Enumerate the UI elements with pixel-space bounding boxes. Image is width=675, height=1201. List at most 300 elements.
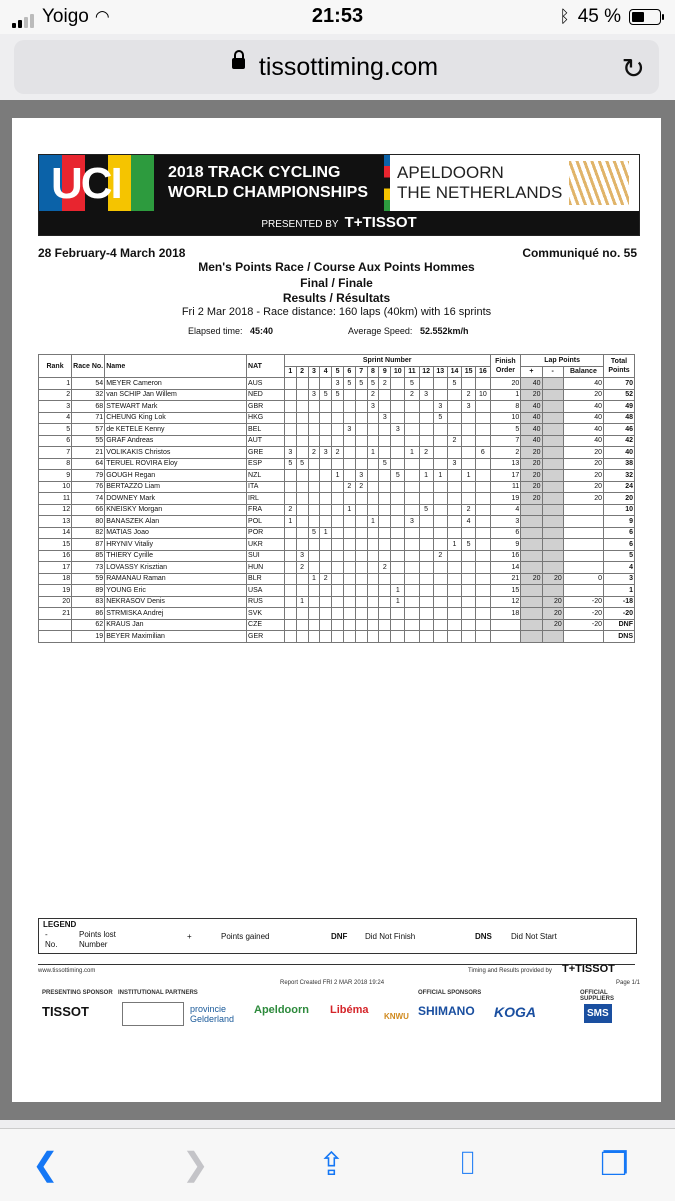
nat-cell: RUS (247, 596, 285, 608)
finish-order-cell: 2 (490, 447, 521, 459)
sprint-points-cell (462, 550, 476, 562)
sprint-points-cell (447, 470, 461, 482)
sprint-points-cell (419, 527, 433, 539)
sprint-points-cell (296, 470, 308, 482)
finish-order-cell: 17 (490, 470, 521, 482)
rank-cell: 7 (39, 447, 72, 459)
forward-icon[interactable]: ❯ (182, 1146, 209, 1182)
sprint-points-cell: 3 (391, 424, 405, 436)
sprint-points-cell (419, 619, 433, 631)
rank-cell: 14 (39, 527, 72, 539)
sprint-points-cell (308, 435, 320, 447)
sprint-points-cell (284, 631, 296, 643)
race-no-cell: 64 (72, 458, 105, 470)
reload-icon[interactable]: ↻ (621, 53, 645, 84)
sprint-points-cell (433, 631, 447, 643)
table-row (39, 539, 635, 551)
sprint-col-header: 11 (405, 366, 419, 378)
sprint-points-cell (462, 378, 476, 390)
race-no-cell: 85 (72, 550, 105, 562)
sprint-points-cell (332, 527, 344, 539)
sprint-points-cell: 1 (367, 447, 379, 459)
race-no-cell: 73 (72, 562, 105, 574)
event-city: APELDOORN THE NETHERLANDS (397, 163, 563, 202)
nat-cell: UKR (247, 539, 285, 551)
results-table (38, 354, 635, 643)
sprint-points-cell (391, 401, 405, 413)
sprint-points-cell (447, 516, 461, 528)
sprint-points-cell (405, 481, 419, 493)
sprint-points-cell: 5 (332, 389, 344, 401)
lap-minus-cell (542, 585, 563, 597)
sprint-points-cell (355, 389, 367, 401)
sprint-points-cell: 3 (320, 447, 332, 459)
sprint-points-cell (320, 378, 332, 390)
sprint-points-cell (379, 585, 391, 597)
sprint-points-cell: 5 (379, 458, 391, 470)
legend-dns-desc: Did Not Start (511, 932, 557, 941)
lap-plus-cell (521, 596, 542, 608)
total-points-cell: 70 (604, 378, 635, 390)
sprint-points-cell (419, 608, 433, 620)
rank-cell: 1 (39, 378, 72, 390)
lap-plus-cell (521, 539, 542, 551)
finish-order-cell: 8 (490, 401, 521, 413)
sprint-points-cell (405, 573, 419, 585)
sprint-points-cell (320, 562, 332, 574)
sprint-points-cell (379, 389, 391, 401)
nat-cell: POL (247, 516, 285, 528)
sprint-points-cell (447, 631, 461, 643)
sprint-points-cell (379, 470, 391, 482)
rank-cell: 15 (39, 539, 72, 551)
sprint-points-cell (284, 550, 296, 562)
lap-minus-cell (542, 516, 563, 528)
sprint-points-cell (355, 573, 367, 585)
speed-value: 52.552km/h (420, 326, 469, 336)
sprint-col-header: 12 (419, 366, 433, 378)
rider-name-cell: KRAUS Jan (105, 619, 247, 631)
sprint-points-cell (379, 550, 391, 562)
lap-balance-cell (563, 631, 603, 643)
sprint-points-cell (462, 424, 476, 436)
sprint-points-cell: 5 (355, 378, 367, 390)
sprint-points-cell (355, 516, 367, 528)
sprint-points-cell: 5 (419, 504, 433, 516)
results-heading: Results / Résultats (282, 291, 391, 305)
sprint-points-cell (343, 447, 355, 459)
sprint-points-cell (284, 562, 296, 574)
finish-order-cell: 19 (490, 493, 521, 505)
sprint-points-cell (308, 504, 320, 516)
url-text[interactable]: tissottiming.com (258, 53, 439, 81)
lap-plus-cell: 20 (521, 447, 542, 459)
back-icon[interactable]: ❮ (32, 1146, 59, 1182)
sprint-points-cell (355, 493, 367, 505)
race-no-cell: 55 (72, 435, 105, 447)
table-row (39, 481, 635, 493)
sprint-points-cell: 3 (296, 550, 308, 562)
table-row (39, 550, 635, 562)
sprint-col-header: 15 (462, 366, 476, 378)
sprint-points-cell (343, 435, 355, 447)
sprint-points-cell: 2 (379, 378, 391, 390)
browser-toolbar (0, 1128, 675, 1201)
event-dates: 28 February-4 March 2018 (38, 246, 186, 260)
rank-cell: 17 (39, 562, 72, 574)
sprint-points-cell (343, 516, 355, 528)
lap-balance-cell: 20 (563, 447, 603, 459)
sprint-points-cell (419, 596, 433, 608)
sprint-points-cell (343, 493, 355, 505)
sprint-points-cell (355, 608, 367, 620)
sprint-points-cell (284, 481, 296, 493)
sprint-points-cell (405, 596, 419, 608)
nat-cell: USA (247, 585, 285, 597)
sprint-points-cell (433, 527, 447, 539)
sprint-points-cell (332, 401, 344, 413)
sprint-points-cell (391, 550, 405, 562)
sprint-points-cell: 2 (367, 389, 379, 401)
sprint-points-cell (433, 539, 447, 551)
rider-name-cell: BANASZEK Alan (105, 516, 247, 528)
uci-logo: UCI (39, 155, 154, 211)
finish-order-cell: 15 (490, 585, 521, 597)
sprint-points-cell (355, 458, 367, 470)
sprint-points-cell (367, 596, 379, 608)
sprint-points-cell (419, 573, 433, 585)
lap-plus-cell: 40 (521, 401, 542, 413)
legend-plus: + (187, 932, 192, 941)
sprint-points-cell: 5 (391, 470, 405, 482)
sprint-points-cell: 3 (433, 401, 447, 413)
sprint-points-cell (391, 631, 405, 643)
sprint-points-cell: 10 (476, 389, 490, 401)
sprint-points-cell (419, 550, 433, 562)
sprint-points-cell (355, 619, 367, 631)
lap-balance-cell (563, 550, 603, 562)
sprint-points-cell (391, 619, 405, 631)
sprint-points-cell (284, 435, 296, 447)
race-title: Men's Points Race / Course Aux Points Hommes (198, 260, 475, 274)
sprint-points-cell (355, 527, 367, 539)
sprint-points-cell (308, 470, 320, 482)
finish-order-cell: 9 (490, 539, 521, 551)
sprint-points-cell (308, 412, 320, 424)
rider-name-cell: DOWNEY Mark (105, 493, 247, 505)
sprint-points-cell (476, 539, 490, 551)
sprint-points-cell (405, 458, 419, 470)
total-points-cell: 49 (604, 401, 635, 413)
sprint-points-cell (476, 527, 490, 539)
sprint-points-cell (296, 527, 308, 539)
sprint-points-cell (391, 378, 405, 390)
sprint-points-cell (343, 585, 355, 597)
nat-cell: ITA (247, 481, 285, 493)
sprint-points-cell (433, 562, 447, 574)
address-bar[interactable] (14, 40, 659, 94)
carrier-name: Yoigo (42, 6, 89, 27)
sprint-points-cell (391, 562, 405, 574)
sprint-col-header: 5 (332, 366, 344, 378)
table-row (39, 389, 635, 401)
rider-name-cell: GRAF Andreas (105, 435, 247, 447)
total-points-cell: 6 (604, 539, 635, 551)
sprint-points-cell (391, 573, 405, 585)
sprint-points-cell (296, 539, 308, 551)
sprint-points-cell (379, 401, 391, 413)
sprint-points-cell (462, 619, 476, 631)
sprint-points-cell (343, 527, 355, 539)
total-points-cell: 52 (604, 389, 635, 401)
table-row (39, 527, 635, 539)
table-row (39, 470, 635, 482)
rank-cell: 6 (39, 435, 72, 447)
sprint-points-cell (419, 562, 433, 574)
table-row (39, 412, 635, 424)
sprint-points-cell (296, 619, 308, 631)
sprint-points-cell (447, 401, 461, 413)
sprint-points-cell (308, 481, 320, 493)
sprint-points-cell (296, 481, 308, 493)
lap-plus-cell (521, 608, 542, 620)
sprint-points-cell: 2 (447, 435, 461, 447)
status-bar (0, 0, 675, 34)
sprint-col-header: 9 (379, 366, 391, 378)
rider-name-cell: STRMISKA Andrej (105, 608, 247, 620)
legend-box (38, 918, 637, 954)
sprint-points-cell (379, 516, 391, 528)
sprint-points-cell (332, 539, 344, 551)
sprint-points-cell (320, 435, 332, 447)
sprint-points-cell (343, 539, 355, 551)
race-no-cell: 57 (72, 424, 105, 436)
sprint-points-cell (343, 631, 355, 643)
share-icon[interactable]: ⇪ (318, 1146, 345, 1182)
sprint-points-cell (355, 401, 367, 413)
sprint-points-cell (433, 504, 447, 516)
sprint-points-cell (308, 550, 320, 562)
sprint-points-cell (308, 539, 320, 551)
sprint-points-cell (308, 608, 320, 620)
lap-plus-cell (521, 550, 542, 562)
sprint-points-cell (332, 458, 344, 470)
table-row (39, 585, 635, 597)
sprint-points-cell (462, 573, 476, 585)
sprint-points-cell (284, 539, 296, 551)
sprint-points-cell (296, 608, 308, 620)
rank-cell: 2 (39, 389, 72, 401)
sprint-points-cell (367, 573, 379, 585)
sprint-points-cell (476, 458, 490, 470)
sprint-points-cell (476, 573, 490, 585)
sprint-points-cell (343, 470, 355, 482)
lap-plus-cell (521, 631, 542, 643)
lap-minus-cell (542, 458, 563, 470)
total-points-cell: 40 (604, 447, 635, 459)
sprint-points-cell: 3 (308, 389, 320, 401)
shimano-logo: SHIMANO (418, 1004, 475, 1018)
sprint-points-cell (447, 424, 461, 436)
rider-name-cell: THIERY Cyrille (105, 550, 247, 562)
sprint-points-cell (320, 493, 332, 505)
sprint-points-cell (379, 481, 391, 493)
sprint-points-cell (433, 573, 447, 585)
sprint-points-cell (284, 378, 296, 390)
nat-cell: NED (247, 389, 285, 401)
sprint-points-cell (367, 424, 379, 436)
sprint-points-cell (367, 585, 379, 597)
legend-dnf-desc: Did Not Finish (365, 932, 416, 941)
sprint-points-cell (405, 401, 419, 413)
sprint-points-cell (367, 562, 379, 574)
sprint-points-cell: 1 (332, 470, 344, 482)
sprint-points-cell: 6 (476, 447, 490, 459)
sprint-points-cell (391, 447, 405, 459)
sprint-points-cell: 1 (343, 504, 355, 516)
nat-cell: CZE (247, 619, 285, 631)
nat-cell: HKG (247, 412, 285, 424)
sprint-points-cell (367, 539, 379, 551)
finish-order-cell: 14 (490, 562, 521, 574)
table-row (39, 378, 635, 390)
sprint-points-cell (419, 424, 433, 436)
lap-balance-cell: 0 (563, 573, 603, 585)
sprint-col-header: 10 (391, 366, 405, 378)
lap-plus-cell: 20 (521, 389, 542, 401)
sprint-points-cell (462, 631, 476, 643)
sprint-points-cell: 2 (355, 481, 367, 493)
sprint-points-cell: 2 (379, 562, 391, 574)
sprint-points-cell: 2 (462, 389, 476, 401)
sprint-points-cell (332, 481, 344, 493)
sprint-points-cell (447, 504, 461, 516)
lap-balance-cell: -20 (563, 608, 603, 620)
sprint-points-cell (332, 435, 344, 447)
elapsed-value: 45:40 (250, 326, 274, 336)
legend-minus: - (45, 930, 48, 939)
sprint-points-cell (447, 619, 461, 631)
nat-cell: NZL (247, 470, 285, 482)
lap-points-header: Lap Points (521, 355, 604, 367)
lap-balance-cell: 20 (563, 389, 603, 401)
table-row (39, 504, 635, 516)
lap-balance-cell (563, 562, 603, 574)
lap-plus-cell: 40 (521, 424, 542, 436)
lap-plus-cell (521, 504, 542, 516)
lap-balance-cell (563, 585, 603, 597)
sprint-points-cell (367, 619, 379, 631)
lap-balance-cell: 40 (563, 412, 603, 424)
table-row (39, 596, 635, 608)
sprint-points-cell (476, 596, 490, 608)
sprint-points-cell (308, 516, 320, 528)
sprint-points-cell: 5 (433, 412, 447, 424)
finish-order-cell: 12 (490, 596, 521, 608)
sprint-points-cell: 1 (367, 516, 379, 528)
sprint-col-header: 6 (343, 366, 355, 378)
nat-cell: AUS (247, 378, 285, 390)
lap-minus-cell (542, 550, 563, 562)
sprint-points-cell: 3 (462, 401, 476, 413)
sprint-points-cell (433, 389, 447, 401)
lap-balance-cell: 20 (563, 481, 603, 493)
sprint-points-cell (419, 585, 433, 597)
footer-divider (38, 964, 635, 965)
bookmarks-icon[interactable]: ⌷ (458, 1145, 478, 1181)
rider-name-cell: de KETELE Kenny (105, 424, 247, 436)
sprint-number-header: Sprint Number (284, 355, 490, 367)
sprint-col-header: 1 (284, 366, 296, 378)
sprint-points-cell (419, 631, 433, 643)
rank-cell: 11 (39, 493, 72, 505)
finish-order-cell: 7 (490, 435, 521, 447)
sprint-points-cell (343, 401, 355, 413)
sprint-points-cell (419, 412, 433, 424)
total-points-cell: 48 (604, 412, 635, 424)
lap-plus-cell (521, 562, 542, 574)
sprint-points-cell (296, 504, 308, 516)
document-page (12, 118, 661, 1102)
sprint-points-cell (462, 447, 476, 459)
rider-name-cell: RAMANAU Raman (105, 573, 247, 585)
table-row (39, 562, 635, 574)
lap-plus-cell (521, 619, 542, 631)
lap-balance-cell (563, 516, 603, 528)
sprint-points-cell (308, 562, 320, 574)
sprint-points-cell (476, 378, 490, 390)
sprint-points-cell: 1 (296, 596, 308, 608)
sprint-points-cell (296, 435, 308, 447)
sprint-points-cell (332, 493, 344, 505)
sprint-points-cell (320, 504, 332, 516)
sprint-points-cell (419, 458, 433, 470)
sprint-points-cell (367, 550, 379, 562)
sprint-points-cell (476, 504, 490, 516)
lap-minus-cell (542, 539, 563, 551)
lap-balance-cell: 40 (563, 435, 603, 447)
sprint-points-cell (462, 608, 476, 620)
rider-name-cell: NEKRASOV Denis (105, 596, 247, 608)
rank-cell: 5 (39, 424, 72, 436)
sprint-points-cell (462, 562, 476, 574)
sprint-points-cell (476, 435, 490, 447)
knwu-logo: KNWU (384, 1012, 409, 1021)
race-no-cell: 74 (72, 493, 105, 505)
sprint-points-cell (367, 470, 379, 482)
sprint-points-cell: 3 (355, 470, 367, 482)
sprint-points-cell (462, 458, 476, 470)
lap-minus-cell (542, 504, 563, 516)
rider-name-cell: CHEUNG King Lok (105, 412, 247, 424)
sprint-points-cell (308, 378, 320, 390)
libema-logo: Libéma (330, 1004, 369, 1016)
finish-order-cell: 13 (490, 458, 521, 470)
sprint-points-cell (296, 493, 308, 505)
sprint-points-cell (320, 550, 332, 562)
race-phase: Final / Finale (300, 276, 373, 290)
race-no-cell: 54 (72, 378, 105, 390)
sprint-points-cell (476, 585, 490, 597)
sprint-points-cell: 2 (405, 389, 419, 401)
sprint-points-cell: 3 (284, 447, 296, 459)
sprint-points-cell (391, 504, 405, 516)
finish-order-cell: 20 (490, 378, 521, 390)
table-row (39, 493, 635, 505)
tabs-icon[interactable]: ❐ (600, 1146, 629, 1182)
lap-plus-cell: 40 (521, 435, 542, 447)
sprint-points-cell (284, 527, 296, 539)
